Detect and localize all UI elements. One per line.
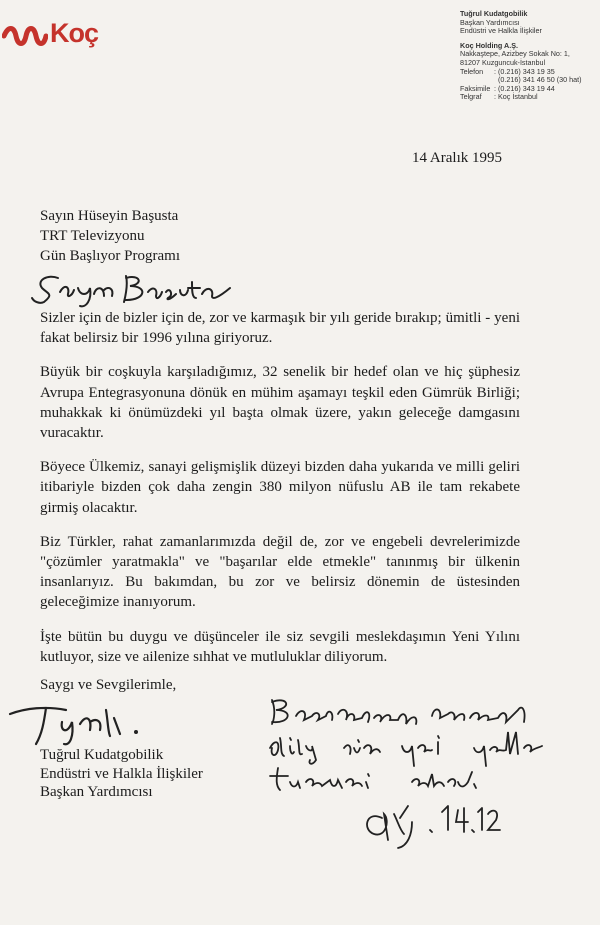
koc-logo <box>2 18 100 52</box>
paragraph-3: Böyece Ülkemiz, sanayi gelişmişlik düzeyi bizden daha yukarıda ve milli geliri itibariyle bizden çok daha zengin 380 milyon nüfuslu AB ile tam rekabete girmiş olacaktır. <box>40 459 520 516</box>
signer-title2: Başkan Yardımcısı <box>40 784 153 801</box>
sender-name: Tuğrul Kudatgobilik <box>460 9 528 18</box>
telegraph-label: Telgraf <box>460 92 482 102</box>
recipient-line2: TRT Televizyonu <box>40 228 145 244</box>
recipient-block <box>40 206 180 266</box>
closing-line: Saygı ve Sevgilerimle, <box>40 677 177 693</box>
letter-body <box>40 308 520 681</box>
paragraph-4: Biz Türkler, rahat zamanlarımızda değil de, zor ve engebeli devrelerimizde "çözümler yaratmakla" ve "başarılar elde etmekle" tanınmış bir ülkenin insanlarıyız. Bu bakımdan, bu zor ve belirsiz dönemin de üstesinden geleceğimize inanıyorum. <box>40 533 520 611</box>
phone2: (0.216) 341 46 50 (30 hat) <box>498 75 582 85</box>
sender-title2: Endüstri ve Halkla İlişkiler <box>460 26 542 36</box>
telegraph-row <box>460 93 595 102</box>
signer-name: Tuğrul Kudatgobilik <box>40 747 164 763</box>
sender-address1: Nakkaştepe, Azizbey Sokak No: 1, <box>460 49 570 59</box>
phone1: : (0.216) 343 19 35 <box>494 66 555 76</box>
paragraph-2: Büyük bir coşkuyla karşıladığımız, 32 senelik bir hedef olan ve hiç şüphesiz Avrupa Entegrasyonuna dönük en mühim aşamayı teşkil eden Gümrük Birliği; muhakkak ki önümüzdeki yıl başta olmak üzere, yakın geleceğe damgasını vuracaktır. <box>40 364 520 442</box>
sender-title1: Başkan Yardımcısı <box>460 17 520 27</box>
logo-text: Koç <box>50 18 99 48</box>
sender-company: Koç Holding A.Ş. <box>460 40 519 50</box>
letter-date: 14 Aralık 1995 <box>412 150 502 166</box>
fax-label: Faksimile <box>460 83 491 93</box>
signature-mark <box>6 700 156 750</box>
koc-wave-logo-icon <box>2 24 48 48</box>
handwritten-salutation <box>30 270 240 310</box>
sender-block <box>460 10 595 102</box>
sender-address2: 81207 Kuzguncuk-İstanbul <box>460 57 546 67</box>
recipient-line1: Sayın Hüseyin Başusta <box>40 208 179 224</box>
paragraph-5: İşte bütün bu duygu ve düşünceler ile siz sevgili meslekdaşımın Yeni Yılını kutluyor, size ve ailenize sıhhat ve mutluluklar diliyorum. <box>40 628 520 665</box>
phone-label: Telefon <box>460 66 484 76</box>
fax: : (0.216) 343 19 44 <box>494 83 555 93</box>
telegraph: : Koç İstanbul <box>494 92 538 102</box>
recipient-line3: Gün Başlıyor Programı <box>40 248 180 264</box>
handwritten-note <box>262 690 562 850</box>
signer-title1: Endüstri ve Halkla İlişkiler <box>40 765 203 782</box>
signer-block <box>40 746 203 802</box>
paragraph-1: Sizler için de bizler için de, zor ve karmaşık bir yılı geride bırakıp; ümitli - yeni fakat belirsiz bir 1996 yılına giriyoruz. <box>40 310 520 347</box>
